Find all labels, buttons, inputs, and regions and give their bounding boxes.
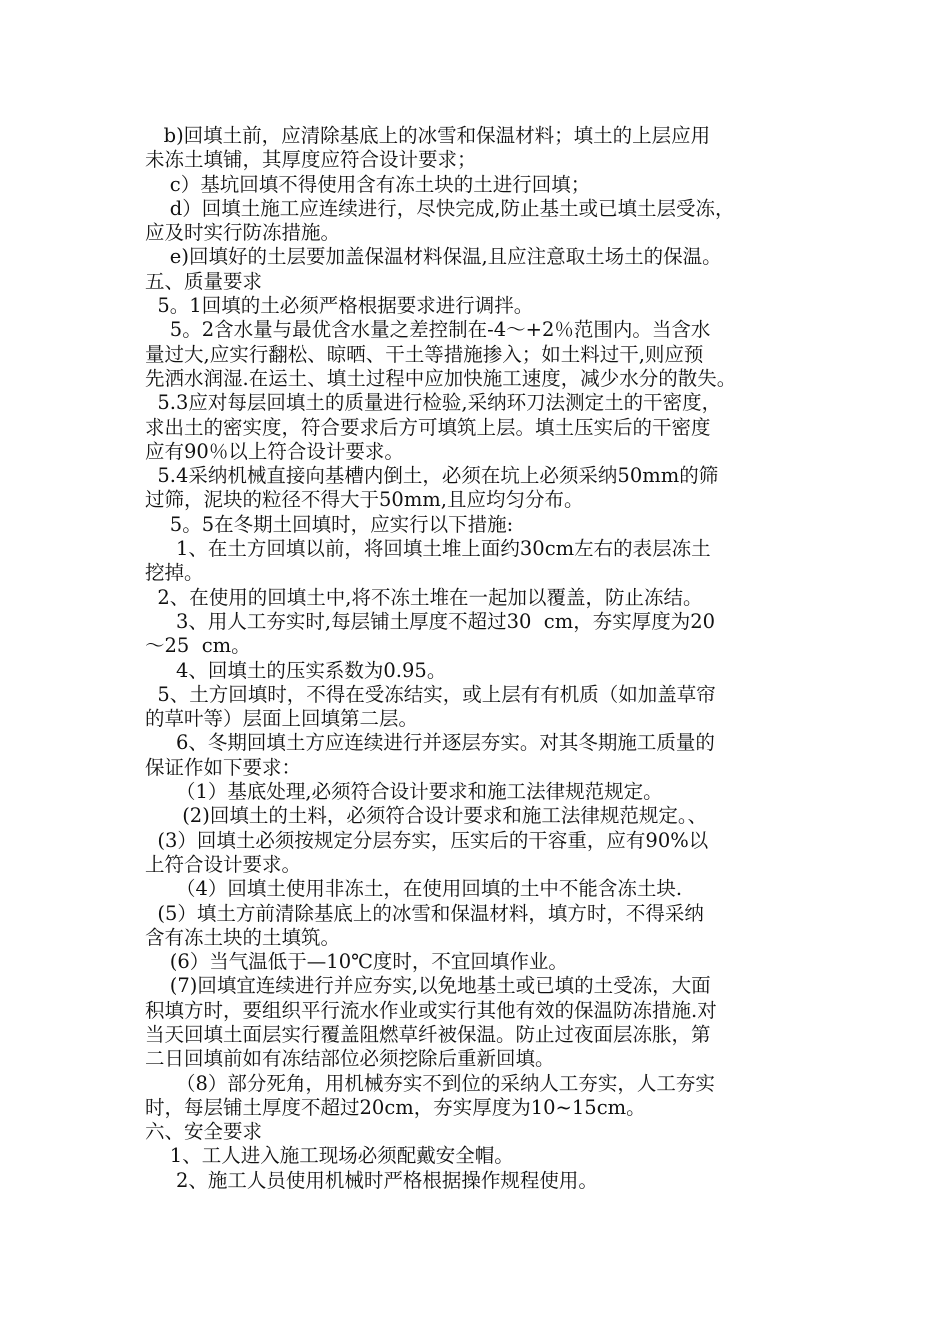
text-line: (6）当气温低于—10℃度时，不宜回填作业。 <box>145 950 568 974</box>
text-line: 积填方时，要组织平行流水作业或实行其他有效的保温防冻措施.对 <box>145 998 717 1022</box>
text-line: 5。2含水量与最优含水量之差控制在-4～+2％范围内。当含水 <box>145 318 711 342</box>
text-line: （8）部分死角，用机械夯实不到位的采纳人工夯实，人工夯实 <box>145 1071 715 1095</box>
text-line: 4、回填土的压实系数为0.95。 <box>145 658 447 682</box>
text-line: d）回填土施工应连续进行，尽快完成,防止基土或已填土层受冻， <box>145 196 735 220</box>
text-line: e)回填好的土层要加盖保温材料保温,且应注意取土场土的保温。 <box>145 245 722 269</box>
text-line: 应有90％以上符合设计要求。 <box>145 439 404 463</box>
text-line: 二日回填前如有冻结部位必须挖除后重新回填。 <box>145 1047 555 1071</box>
text-line: 挖掉。 <box>145 561 204 585</box>
text-line: (5）填土方前清除基底上的冰雪和保温材料，填方时，不得采纳 <box>145 901 704 925</box>
text-line: 应及时实行防冻措施。 <box>145 221 341 245</box>
text-line: 5.3应对每层回填土的质量进行检验,采纳环刀法测定土的干密度， <box>145 391 722 415</box>
text-line: 3、用人工夯实时,每层铺土厚度不超过30 cm，夯实厚度为20 <box>145 609 716 633</box>
text-line: 五、质量要求 <box>145 269 263 293</box>
text-line: (7)回填宜连续进行并应夯实,以免地基土或已填的土受冻，大面 <box>145 974 711 998</box>
text-line: （1）基底处理,必须符合设计要求和施工法律规范规定。 <box>145 780 663 804</box>
text-line: 六、安全要求 <box>145 1120 263 1144</box>
text-line: 未冻土填铺，其厚度应符合设计要求； <box>145 148 477 172</box>
text-line: 1、在土方回填以前，将回填土堆上面约30cm左右的表层冻土 <box>145 537 711 561</box>
text-line: 1、工人进入施工现场必须配戴安全帽。 <box>145 1144 514 1168</box>
text-line: 5。5在冬期土回填时，应实行以下措施: <box>145 512 514 536</box>
text-line: (2)回填土的土料，必须符合设计要求和施工法律规范规定。、 <box>145 804 708 828</box>
text-line: 2、在使用的回填土中,将不冻土堆在一起加以覆盖，防止冻结。 <box>145 585 703 609</box>
text-line: 2、施工人员使用机械时严格根据操作规程使用。 <box>145 1168 598 1192</box>
text-line: 当天回填土面层实行覆盖阻燃草纤被保温。防止过夜面层冻胀，第 <box>145 1022 711 1046</box>
text-line: 保证作如下要求： <box>145 755 302 779</box>
text-line: 过筛，泥块的粒径不得大于50mm,且应均匀分布。 <box>145 488 584 512</box>
text-line: 时，每层铺土厚度不超过20cm，夯实厚度为10~15cm。 <box>145 1095 646 1119</box>
text-line: 的草叶等）层面上回填第二层。 <box>145 707 419 731</box>
text-line: （4）回填土使用非冻土，在使用回填的土中不能含冻土块. <box>145 877 683 901</box>
text-line: 5、土方回填时，不得在受冻结实，或上层有有机质（如加盖草帘 <box>145 682 716 706</box>
text-line: 含有冻土块的土填筑。 <box>145 925 341 949</box>
text-line: (3）回填土必须按规定分层夯实，压实后的干容重，应有90%以 <box>145 828 709 852</box>
text-line: b)回填土前，应清除基底上的冰雪和保温材料；填土的上层应用 <box>145 124 711 147</box>
text-line: 量过大,应实行翻松、晾晒、干土等措施掺入；如土料过干,则应预 <box>145 342 704 366</box>
text-line: c）基坑回填不得使用含有冻土块的土进行回填； <box>145 172 591 196</box>
document-body <box>145 124 810 1193</box>
text-line: 求出土的密实度，符合要求后方可填筑上层。填土压实后的干密度 <box>145 415 711 439</box>
text-line: 上符合设计要求。 <box>145 852 302 876</box>
text-line: 6、冬期回填土方应连续进行并逐层夯实。对其冬期施工质量的 <box>145 731 715 755</box>
text-line: 5.4采纳机械直接向基槽内倒土，必须在坑上必须采纳50mm的筛 <box>145 464 719 488</box>
text-line: 5。1回填的土必须严格根据要求进行调拌。 <box>145 294 534 318</box>
text-line: ～25 cm。 <box>145 634 251 658</box>
text-line: 先洒水润湿.在运土、填土过程中应加快施工速度，减少水分的散失。 <box>145 366 737 390</box>
